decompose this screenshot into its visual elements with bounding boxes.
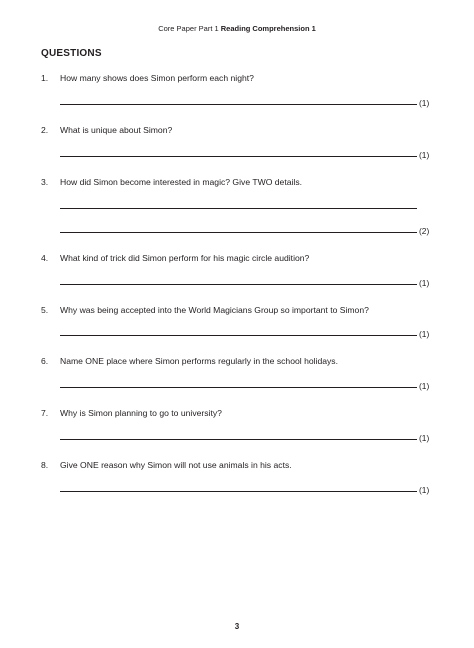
answer-line-5[interactable]	[60, 335, 417, 336]
marks-8: (1)	[419, 485, 430, 495]
marks-7: (1)	[419, 433, 430, 443]
question-text: How many shows does Simon perform each night?	[60, 73, 254, 83]
question-text: What is unique about Simon?	[60, 125, 173, 135]
answer-line-1[interactable]	[60, 104, 417, 105]
answer-line-3a[interactable]	[60, 208, 417, 209]
question-number: 4.	[41, 253, 49, 263]
answer-line-2[interactable]	[60, 156, 417, 157]
question-number: 8.	[41, 460, 49, 470]
question-text: What kind of trick did Simon perform for his magic circle audition?	[60, 253, 310, 263]
question-number: 2.	[41, 125, 49, 135]
answer-line-3b[interactable]	[60, 232, 417, 233]
answer-line-6[interactable]	[60, 387, 417, 388]
question-number: 1.	[41, 73, 49, 83]
question-text: Give ONE reason why Simon will not use animals in his acts.	[60, 460, 292, 470]
question-text: Why is Simon planning to go to university?	[60, 408, 222, 418]
answer-line-7[interactable]	[60, 439, 417, 440]
marks-3: (2)	[419, 226, 430, 236]
question-number: 5.	[41, 305, 49, 315]
page-header	[0, 24, 474, 33]
marks-1: (1)	[419, 98, 430, 108]
page-number: 3	[234, 622, 240, 631]
marks-6: (1)	[419, 381, 430, 391]
header-title: Reading Comprehension 1	[220, 24, 316, 33]
question-number: 3.	[41, 177, 49, 187]
question-number: 7.	[41, 408, 49, 418]
question-text: How did Simon become interested in magic? Give TWO details.	[60, 177, 303, 187]
question-number: 6.	[41, 356, 49, 366]
marks-5: (1)	[419, 329, 430, 339]
question-text: Why was being accepted into the World Magicians Group so important to Simon?	[60, 305, 369, 315]
section-title: QUESTIONS	[41, 48, 102, 59]
marks-2: (1)	[419, 150, 430, 160]
header-prefix: Core Paper Part 1	[158, 24, 219, 33]
answer-line-4[interactable]	[60, 284, 417, 285]
marks-4: (1)	[419, 278, 430, 288]
answer-line-8[interactable]	[60, 491, 417, 492]
question-text: Name ONE place where Simon performs regularly in the school holidays.	[60, 356, 338, 366]
